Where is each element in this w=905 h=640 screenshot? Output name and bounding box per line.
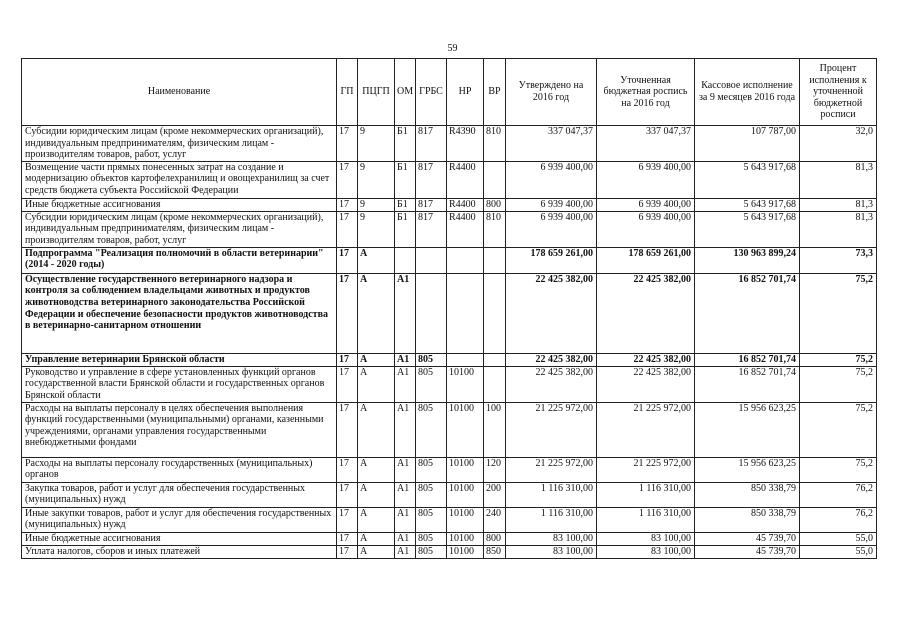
- cell-refined: 83 100,00: [597, 545, 695, 558]
- cell-om: А1: [395, 482, 416, 507]
- cell-name: Субсидии юридическим лицам (кроме некоммерческих организаций), индивидуальным предпринимателям, физическим лицам - производителям товаров, работ, услуг: [22, 126, 337, 162]
- header-gp: ГП: [337, 59, 358, 126]
- cell-nr: R4400: [447, 211, 484, 247]
- cell-cash: 45 739,70: [695, 532, 800, 545]
- cell-percent: 75,2: [800, 273, 877, 353]
- cell-name: Иные бюджетные ассигнования: [22, 198, 337, 211]
- cell-percent: 81,3: [800, 198, 877, 211]
- cell-name: Закупка товаров, работ и услуг для обеспечения государственных (муниципальных) нужд: [22, 482, 337, 507]
- cell-approved: 178 659 261,00: [506, 247, 597, 273]
- table-row: [22, 545, 877, 558]
- cell-vr: 850: [484, 545, 506, 558]
- cell-refined: 21 225 972,00: [597, 457, 695, 482]
- cell-vr: [484, 273, 506, 353]
- table-row: [22, 247, 877, 273]
- cell-approved: 21 225 972,00: [506, 457, 597, 482]
- cell-approved: 6 939 400,00: [506, 161, 597, 198]
- cell-refined: 6 939 400,00: [597, 161, 695, 198]
- cell-approved: 1 116 310,00: [506, 482, 597, 507]
- cell-om: А1: [395, 507, 416, 532]
- cell-vr: [484, 161, 506, 198]
- cell-pcgp: А: [358, 366, 395, 402]
- cell-cash: 45 739,70: [695, 545, 800, 558]
- cell-grbs: 805: [416, 353, 447, 366]
- cell-vr: [484, 247, 506, 273]
- cell-grbs: 817: [416, 161, 447, 198]
- cell-om: Б1: [395, 198, 416, 211]
- cell-gp: 17: [337, 482, 358, 507]
- cell-grbs: 817: [416, 211, 447, 247]
- table-body: [22, 126, 877, 559]
- cell-om: Б1: [395, 211, 416, 247]
- cell-om: Б1: [395, 126, 416, 162]
- cell-grbs: 817: [416, 198, 447, 211]
- cell-nr: R4400: [447, 161, 484, 198]
- header-pcgp: ПЦГП: [358, 59, 395, 126]
- cell-gp: 17: [337, 457, 358, 482]
- cell-refined: 22 425 382,00: [597, 353, 695, 366]
- cell-refined: 21 225 972,00: [597, 402, 695, 457]
- cell-percent: 76,2: [800, 482, 877, 507]
- cell-refined: 337 047,37: [597, 126, 695, 162]
- cell-name: Субсидии юридическим лицам (кроме некоммерческих организаций), индивидуальным предпринимателям, физическим лицам - производителям товаров, работ, услуг: [22, 211, 337, 247]
- cell-nr: [447, 247, 484, 273]
- cell-om: А1: [395, 402, 416, 457]
- cell-gp: 17: [337, 273, 358, 353]
- cell-nr: 10100: [447, 366, 484, 402]
- cell-cash: 15 956 623,25: [695, 457, 800, 482]
- cell-cash: 107 787,00: [695, 126, 800, 162]
- cell-percent: 75,2: [800, 457, 877, 482]
- cell-gp: 17: [337, 353, 358, 366]
- table-row: [22, 402, 877, 457]
- header-approved: Утверждено на 2016 год: [506, 59, 597, 126]
- cell-approved: 6 939 400,00: [506, 211, 597, 247]
- cell-approved: 1 116 310,00: [506, 507, 597, 532]
- cell-pcgp: А: [358, 457, 395, 482]
- cell-refined: 1 116 310,00: [597, 507, 695, 532]
- cell-percent: 81,3: [800, 211, 877, 247]
- cell-om: [395, 247, 416, 273]
- cell-nr: 10100: [447, 545, 484, 558]
- cell-cash: 5 643 917,68: [695, 211, 800, 247]
- cell-percent: 76,2: [800, 507, 877, 532]
- cell-name: Иные закупки товаров, работ и услуг для обеспечения государственных (муниципальных) нужд: [22, 507, 337, 532]
- cell-name: Иные бюджетные ассигнования: [22, 532, 337, 545]
- table-row: [22, 161, 877, 198]
- cell-nr: [447, 353, 484, 366]
- cell-refined: 178 659 261,00: [597, 247, 695, 273]
- cell-grbs: 805: [416, 366, 447, 402]
- cell-name: Расходы на выплаты персоналу в целях обеспечения выполнения функций государственными (муниципальными) органами, казенными учреждениями, органами управления государственными внебюджетными фондами: [22, 402, 337, 457]
- cell-vr: 810: [484, 211, 506, 247]
- cell-grbs: 805: [416, 545, 447, 558]
- cell-gp: 17: [337, 198, 358, 211]
- cell-vr: 800: [484, 198, 506, 211]
- cell-approved: 337 047,37: [506, 126, 597, 162]
- cell-om: А1: [395, 545, 416, 558]
- cell-gp: 17: [337, 126, 358, 162]
- cell-grbs: 805: [416, 507, 447, 532]
- cell-pcgp: А: [358, 247, 395, 273]
- cell-name: Подпрограмма "Реализация полномочий в области ветеринарии" (2014 - 2020 годы): [22, 247, 337, 273]
- cell-grbs: 805: [416, 402, 447, 457]
- cell-approved: 22 425 382,00: [506, 273, 597, 353]
- cell-om: А1: [395, 532, 416, 545]
- cell-percent: 81,3: [800, 161, 877, 198]
- cell-gp: 17: [337, 402, 358, 457]
- cell-percent: 75,2: [800, 366, 877, 402]
- cell-pcgp: А: [358, 532, 395, 545]
- cell-gp: 17: [337, 545, 358, 558]
- cell-nr: R4390: [447, 126, 484, 162]
- cell-approved: 21 225 972,00: [506, 402, 597, 457]
- cell-percent: 32,0: [800, 126, 877, 162]
- cell-cash: 850 338,79: [695, 482, 800, 507]
- cell-percent: 75,2: [800, 402, 877, 457]
- cell-vr: 120: [484, 457, 506, 482]
- cell-percent: 73,3: [800, 247, 877, 273]
- header-cash: Кассовое исполнение за 9 месяцев 2016 года: [695, 59, 800, 126]
- cell-om: А1: [395, 457, 416, 482]
- cell-refined: 1 116 310,00: [597, 482, 695, 507]
- cell-grbs: 805: [416, 457, 447, 482]
- cell-pcgp: А: [358, 545, 395, 558]
- cell-grbs: [416, 247, 447, 273]
- cell-vr: 240: [484, 507, 506, 532]
- cell-pcgp: 9: [358, 198, 395, 211]
- cell-gp: 17: [337, 211, 358, 247]
- cell-vr: [484, 366, 506, 402]
- table-row: [22, 482, 877, 507]
- cell-name: Руководство и управление в сфере установленных функций органов государственной власти Брянской области и государственных органов Брянской области: [22, 366, 337, 402]
- cell-om: А1: [395, 273, 416, 353]
- header-nr: НР: [447, 59, 484, 126]
- page-number: 59: [447, 43, 458, 54]
- header-grbs: ГРБС: [416, 59, 447, 126]
- cell-pcgp: 9: [358, 126, 395, 162]
- cell-percent: 55,0: [800, 545, 877, 558]
- table-row: [22, 507, 877, 532]
- table-row: [22, 353, 877, 366]
- cell-grbs: [416, 273, 447, 353]
- table-row: [22, 273, 877, 353]
- cell-refined: 6 939 400,00: [597, 198, 695, 211]
- cell-cash: 130 963 899,24: [695, 247, 800, 273]
- cell-pcgp: А: [358, 273, 395, 353]
- header-refined: Уточненная бюджетная роспись на 2016 год: [597, 59, 695, 126]
- cell-nr: R4400: [447, 198, 484, 211]
- table-row: [22, 198, 877, 211]
- cell-om: А1: [395, 366, 416, 402]
- table-row: [22, 211, 877, 247]
- cell-nr: 10100: [447, 457, 484, 482]
- cell-gp: 17: [337, 507, 358, 532]
- cell-percent: 75,2: [800, 353, 877, 366]
- cell-grbs: 805: [416, 532, 447, 545]
- cell-gp: 17: [337, 161, 358, 198]
- cell-nr: 10100: [447, 532, 484, 545]
- cell-name: Расходы на выплаты персоналу государственных (муниципальных) органов: [22, 457, 337, 482]
- cell-cash: 16 852 701,74: [695, 353, 800, 366]
- cell-om: А1: [395, 353, 416, 366]
- cell-approved: 83 100,00: [506, 532, 597, 545]
- cell-name: Уплата налогов, сборов и иных платежей: [22, 545, 337, 558]
- cell-percent: 55,0: [800, 532, 877, 545]
- table-row: [22, 532, 877, 545]
- cell-approved: 6 939 400,00: [506, 198, 597, 211]
- cell-nr: 10100: [447, 402, 484, 457]
- cell-cash: 15 956 623,25: [695, 402, 800, 457]
- cell-grbs: 805: [416, 482, 447, 507]
- cell-vr: [484, 353, 506, 366]
- cell-name: Управление ветеринарии Брянской области: [22, 353, 337, 366]
- cell-nr: [447, 273, 484, 353]
- cell-cash: 16 852 701,74: [695, 273, 800, 353]
- cell-cash: 16 852 701,74: [695, 366, 800, 402]
- cell-refined: 22 425 382,00: [597, 273, 695, 353]
- header-vr: ВР: [484, 59, 506, 126]
- cell-pcgp: 9: [358, 161, 395, 198]
- cell-pcgp: 9: [358, 211, 395, 247]
- cell-grbs: 817: [416, 126, 447, 162]
- cell-approved: 22 425 382,00: [506, 353, 597, 366]
- cell-pcgp: А: [358, 482, 395, 507]
- cell-name: Возмещение части прямых понесенных затрат на создание и модернизацию объектов картофелехранилищ и овощехранилищ за счет средств бюджета субъекта Российской Федерации: [22, 161, 337, 198]
- cell-pcgp: А: [358, 402, 395, 457]
- cell-cash: 5 643 917,68: [695, 198, 800, 211]
- cell-refined: 6 939 400,00: [597, 211, 695, 247]
- cell-gp: 17: [337, 247, 358, 273]
- table-row: [22, 126, 877, 162]
- cell-refined: 83 100,00: [597, 532, 695, 545]
- cell-approved: 22 425 382,00: [506, 366, 597, 402]
- cell-name: Осуществление государственного ветеринарного надзора и контроля за соблюдением владельцами животных и продуктов животноводства ветеринарного законодательства Российской Федерации и обеспечение безопасности продуктов животноводства в ветеринарно-санитарном отношении: [22, 273, 337, 353]
- header-percent: Процент исполнения к уточненной бюджетной росписи: [800, 59, 877, 126]
- table-row: [22, 366, 877, 402]
- cell-gp: 17: [337, 366, 358, 402]
- budget-table: [21, 58, 877, 559]
- header-om: ОМ: [395, 59, 416, 126]
- table-row: [22, 457, 877, 482]
- cell-vr: 200: [484, 482, 506, 507]
- cell-om: Б1: [395, 161, 416, 198]
- cell-pcgp: А: [358, 507, 395, 532]
- cell-cash: 5 643 917,68: [695, 161, 800, 198]
- cell-approved: 83 100,00: [506, 545, 597, 558]
- cell-cash: 850 338,79: [695, 507, 800, 532]
- cell-gp: 17: [337, 532, 358, 545]
- cell-nr: 10100: [447, 482, 484, 507]
- cell-vr: 800: [484, 532, 506, 545]
- cell-vr: 100: [484, 402, 506, 457]
- table-header-row: [22, 59, 877, 126]
- cell-pcgp: А: [358, 353, 395, 366]
- header-name: Наименование: [22, 59, 337, 126]
- cell-vr: 810: [484, 126, 506, 162]
- cell-refined: 22 425 382,00: [597, 366, 695, 402]
- cell-nr: 10100: [447, 507, 484, 532]
